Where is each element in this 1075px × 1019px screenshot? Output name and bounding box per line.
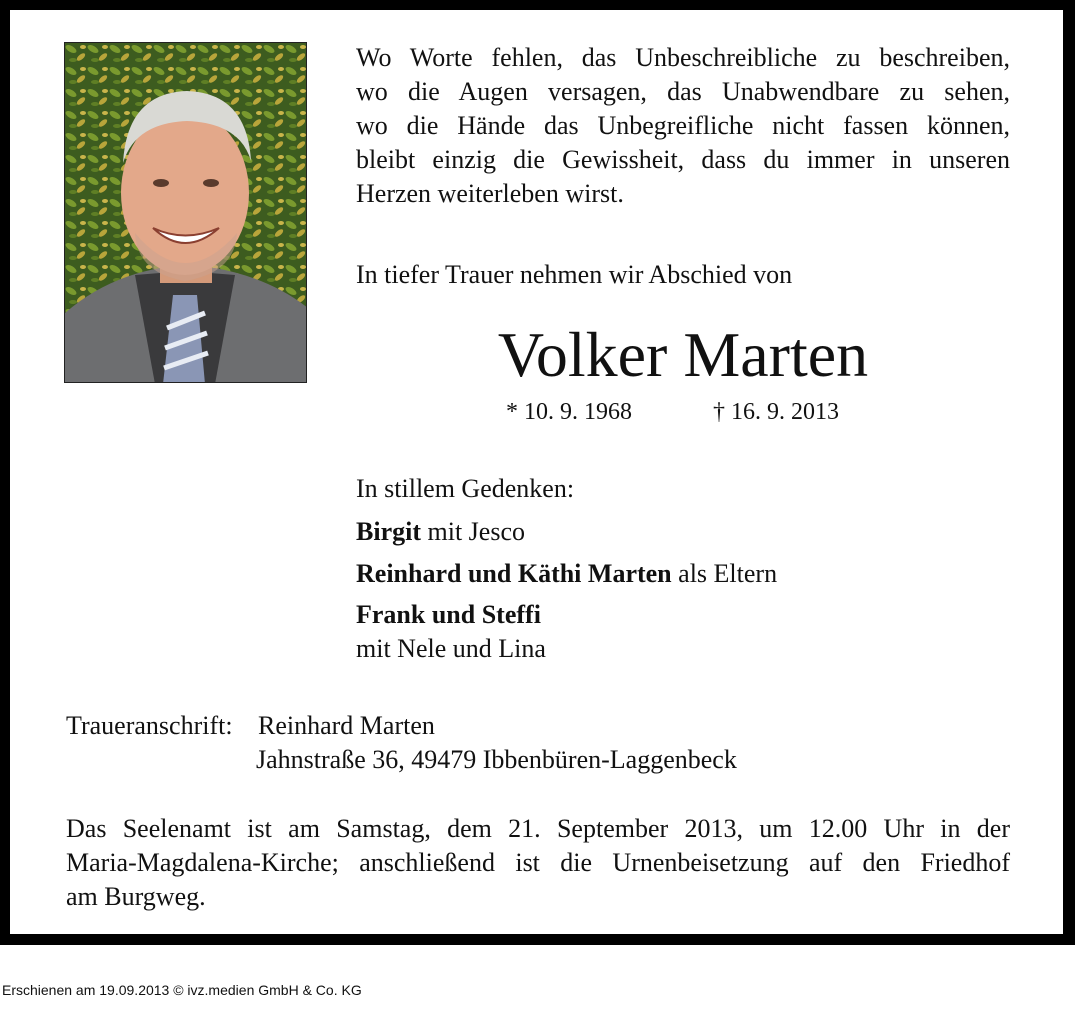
intro-text: In tiefer Trauer nehmen wir Abschied von	[356, 260, 793, 289]
address-name: Reinhard Marten	[258, 711, 435, 740]
mourner-name: Birgit	[356, 517, 421, 546]
poem-line: bleibt einzig die Gewissheit, dass du immer in unseren	[356, 145, 1010, 174]
poem-line: Wo Worte fehlen, das Unbeschreibliche zu beschreiben,	[356, 43, 1010, 72]
death-date: † 16. 9. 2013	[713, 399, 839, 425]
poem-line: wo die Augen versagen, das Unabwendbare zu sehen,	[356, 77, 1010, 106]
mourner-line	[356, 632, 546, 666]
address-street: Jahnstraße 36, 49479 Ibbenbüren-Laggenbeck	[256, 745, 737, 774]
poem	[356, 41, 1010, 211]
service-line: am Burgweg.	[66, 882, 206, 911]
mourner-relation: mit Jesco	[421, 517, 525, 546]
birth-date: * 10. 9. 1968	[506, 399, 632, 425]
deceased-name: Volker Marten	[497, 319, 869, 390]
service-info	[66, 812, 1010, 914]
service-line: Das Seelenamt ist am Samstag, dem 21. September 2013, um 12.00 Uhr in der	[66, 814, 1010, 843]
memory-heading: In stillem Gedenken:	[356, 474, 575, 503]
mourner-line	[356, 515, 525, 549]
address-label: Traueranschrift:	[66, 711, 233, 740]
mourner-relation: mit Nele und Lina	[356, 634, 546, 663]
mourner-name: Frank und Steffi	[356, 600, 541, 629]
service-line: Maria-Magdalena-Kirche; anschließend ist die Urnenbeisetzung auf den Friedhof	[66, 848, 1010, 877]
publication-footer: Erschienen am 19.09.2013 © ivz.medien GmbH & Co. KG	[2, 982, 362, 998]
mourner-relation: als Eltern	[671, 559, 778, 588]
poem-line: wo die Hände das Unbegreifliche nicht fassen können,	[356, 111, 1010, 140]
poem-line: Herzen weiterleben wirst.	[356, 179, 624, 208]
mourner-line	[356, 598, 541, 632]
mourner-name: Reinhard und Käthi Marten	[356, 559, 672, 588]
portrait-photo	[64, 42, 307, 383]
mourner-line	[356, 557, 777, 591]
